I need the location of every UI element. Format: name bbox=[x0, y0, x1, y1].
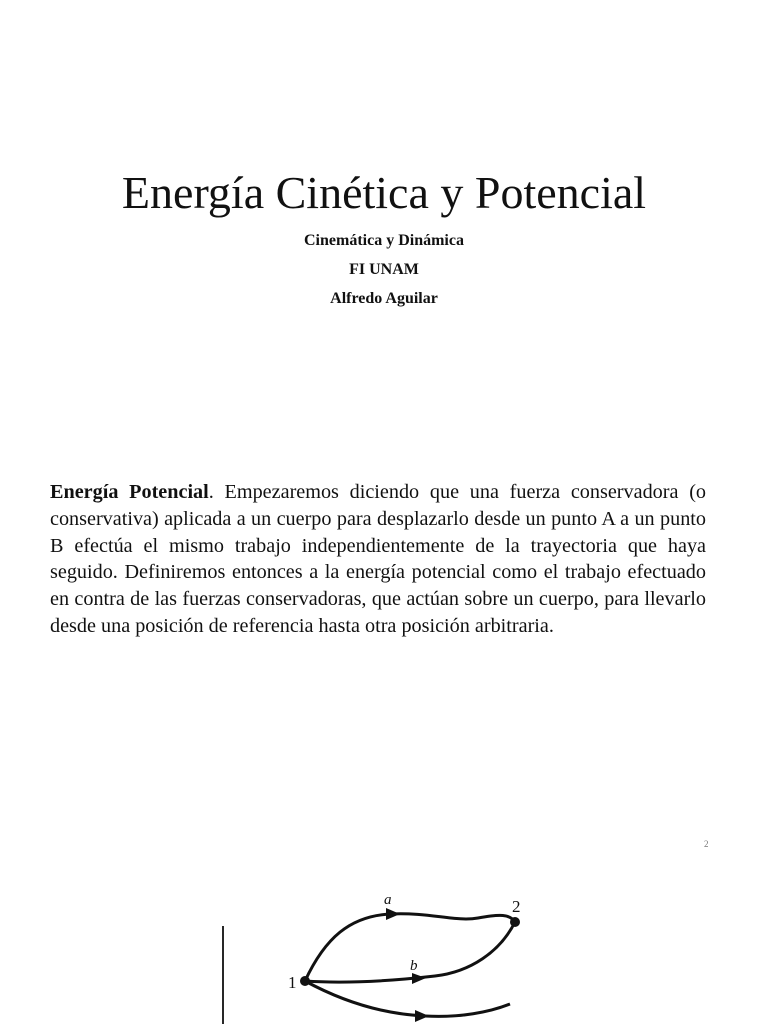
paragraph-body: . Empezaremos diciendo que una fuerza conservadora (o conservativa) aplicada a un cuerpo para desplazarlo desde un punto A a un punto B efectúa el mismo trabajo independientemente de la trayectoria que haya seguido. Definiremos entonces a la energía potencial como el trabajo efectuado en contra de las fuerzas conservadoras, que actúan sobre un cuerpo, para llevarlo desde una posición de referencia hasta otra posición arbitraria. bbox=[50, 481, 707, 637]
section-heading: Energía Potencial bbox=[50, 481, 209, 503]
path-a-arrowhead bbox=[386, 908, 400, 920]
point-2-dot bbox=[510, 917, 520, 927]
path-a-label: a bbox=[384, 892, 392, 908]
path-diagram-drawing bbox=[210, 880, 540, 1024]
course-subtitle: Cinemática y Dinámica bbox=[304, 232, 464, 249]
slide-title: Energía Cinética y Potencial bbox=[121, 167, 647, 218]
path-diagram bbox=[210, 880, 540, 1024]
point-2-label: 2 bbox=[512, 897, 521, 916]
point-1-dot bbox=[300, 976, 310, 986]
potential-energy-paragraph bbox=[50, 479, 706, 640]
path-c-arrowhead bbox=[415, 1010, 429, 1022]
point-1-label: 1 bbox=[288, 973, 297, 992]
path-b-label: b bbox=[410, 958, 418, 974]
author-subtitle: Alfredo Aguilar bbox=[330, 290, 438, 307]
path-c-curve bbox=[305, 981, 510, 1016]
institution-subtitle: FI UNAM bbox=[349, 261, 419, 278]
page-number: 2 bbox=[704, 839, 709, 849]
